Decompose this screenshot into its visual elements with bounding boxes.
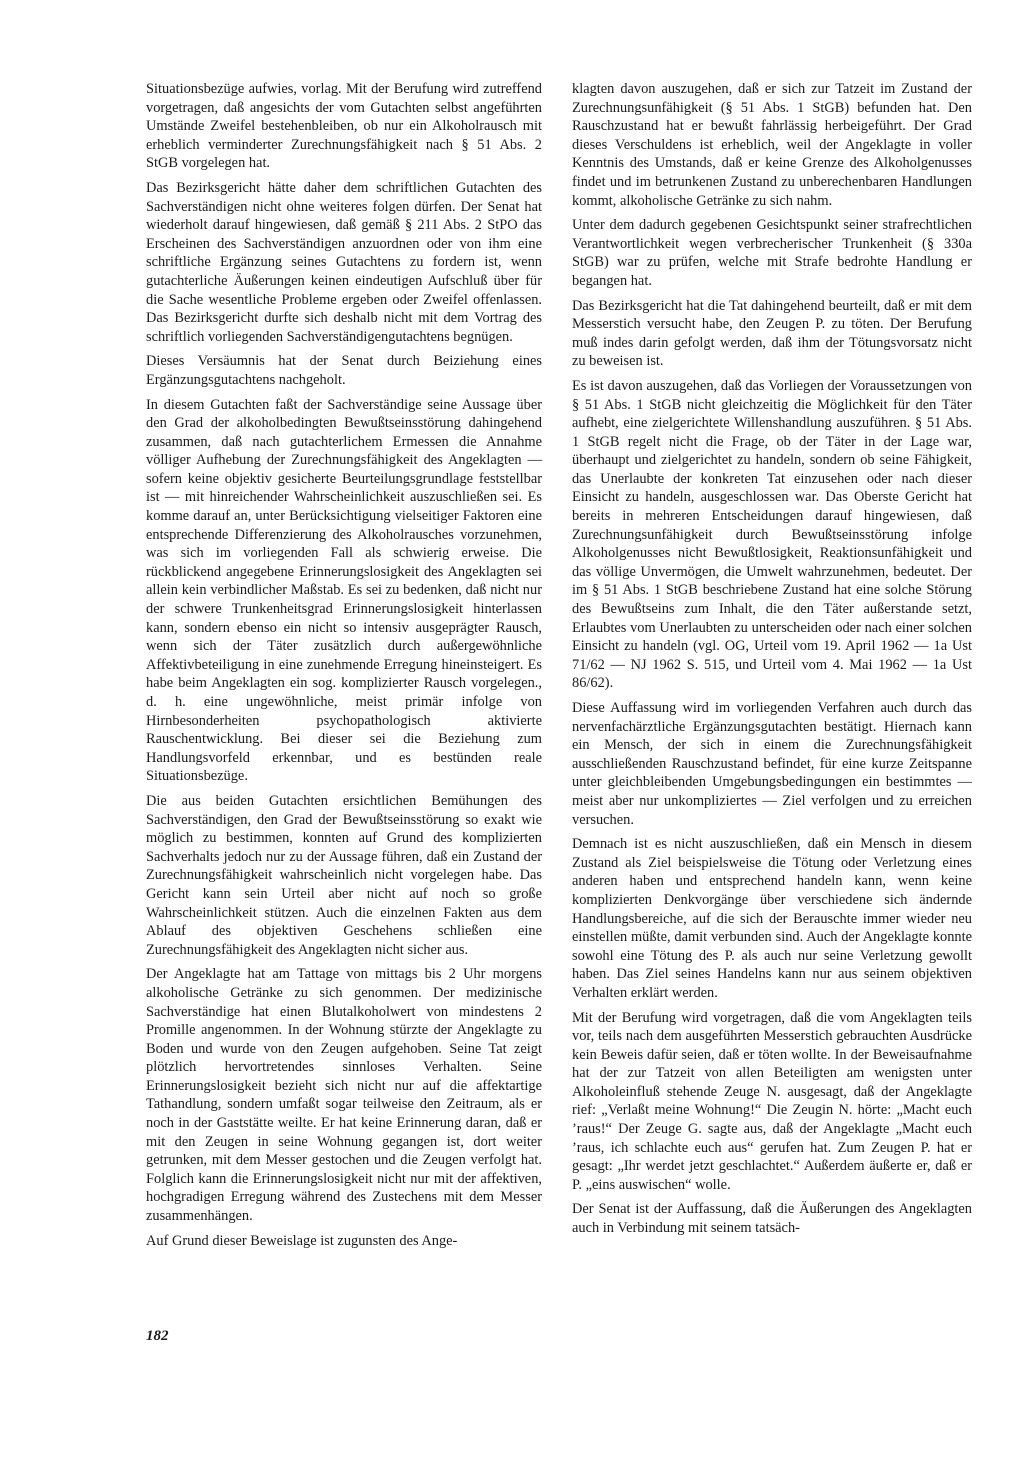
paragraph: In diesem Gutachten faßt der Sachverständige seine Aussage über den Grad der alkoholbedingten Bewußtseinsstörung dahingehend zusammen, daß nach gutachterlichem Ermessen die Annahme völliger Aufhebung der Zurechnungsfähigkeit des Angeklagten — sofern keine objektiv gesicherte Beurteilungsgrundlage feststellbar ist — mit hinreichender Wahrscheinlichkeit auszuschließen sei. Es komme darauf an, unter Berücksichtigung vielseitiger Faktoren eine entsprechende Differenzierung des Alkoholrausches vorzunehmen, was sich im vorliegenden Fall als schwierig erweise. Die rückblickend angegebene Erinnerungslosigkeit des Angeklagten sei allein kein verbindlicher Maßstab. Es sei zu bedenken, daß nicht nur der schwere Trunkenheitsgrad Erinnerungslosigkeit hinterlassen kann, sondern ebenso ein nicht so intensiv ausgeprägter Rausch, wenn sich der Täter zusätzlich durch außergewöhnliche Affektivbeteiligung in eine zunehmende Erregung hineinsteigert. Es habe beim Angeklagten ein sog. komplizierter Rausch vorgelegen., d. h. eine ungewöhnliche, meist primär infolge von Hirnbesonderheiten psychopathologisch aktivierte Rauschentwicklung. Bei dieser sei die Beziehung zum Handlungsvorfeld erkennbar, und es bestünden reale Situationsbezüge. [146, 396, 542, 785]
paragraph: Mit der Berufung wird vorgetragen, daß die vom Angeklagten teils vor, teils nach dem ausgeführten Messerstich gebrauchten Ausdrücke kein Beweis dafür seien, daß er töten wollte. In der Beweisaufnahme hat der zur Tatzeit von allen Beteiligten am wenigsten unter Alkoholeinfluß stehende Zeuge N. ausgesagt, daß der Angeklagte rief: „Verlaßt meine Wohnung!“ Die Zeugin N. hörte: „Macht euch ’raus!“ Der Zeuge G. sagte aus, daß der Angeklagte „Macht euch ’raus, ich schlachte euch aus“ gerufen hat. Zum Zeugen P. hat er gesagt: „Ihr werdet jetzt geschlachtet.“ Außerdem äußerte er, daß er P. „eins auswischen“ wolle. [572, 1009, 972, 1193]
right-text-column [572, 80, 972, 1244]
left-text-column [146, 80, 542, 1256]
paragraph: Unter dem dadurch gegebenen Gesichtspunkt seiner strafrechtlichen Verantwortlichkeit wegen verbrecherischer Trunkenheit (§ 330a StGB) war zu prüfen, welche mit Strafe bedrohte Handlung er begangen hat. [572, 217, 972, 289]
paragraph: Demnach ist es nicht auszuschließen, daß ein Mensch in diesem Zustand als Ziel beispielsweise die Tötung oder Verletzung eines anderen haben und entsprechend handeln kann, wenn keine komplizierten Denkvorgänge über verschiedene sich ändernde Handlungsbereiche, auf die sich der Berauschte immer wieder neu einstellen müßte, damit verbunden sind. Auch der Angeklagte konnte sowohl eine Tötung des P. als auch nur seine Verletzung gewollt haben. Das Ziel seines Handelns kann nur aus seinem objektiven Verhalten erklärt werden. [572, 836, 972, 1001]
paragraph: Dieses Versäumnis hat der Senat durch Beiziehung eines Ergänzungsgutachtens nachgeholt. [146, 353, 542, 388]
paragraph: Das Bezirksgericht hat die Tat dahingehend beurteilt, daß er mit dem Messerstich versucht habe, den Zeugen P. zu töten. Der Berufung muß indes darin gefolgt werden, daß ihm der Tötungsvorsatz nicht zu beweisen ist. [572, 297, 972, 370]
paragraph: Auf Grund dieser Beweislage ist zugunsten des Ange- [146, 1232, 458, 1249]
paragraph: Situationsbezüge aufwies, vorlag. Mit der Berufung wird zutreffend vorgetragen, daß angesichts der vom Gutachten selbst angeführten Umstände Zweifel bestehenbleiben, ob nur ein Alkoholrausch mit erheblich verminderter Zurechnungsfähigkeit nach § 51 Abs. 2 StGB vorgelegen hat. [146, 81, 542, 172]
paragraph: Der Senat ist der Auffassung, daß die Äußerungen des Angeklagten auch in Verbindung mit seinem tatsäch- [572, 1201, 972, 1237]
page-number: 182 [146, 1328, 169, 1344]
paragraph: Es ist davon auszugehen, daß das Vorliegen der Voraussetzungen von § 51 Abs. 1 StGB nicht gleichzeitig die Möglichkeit für den Täter aufhebt, eine zielgerichtete Willenshandlung auszuführen. § 51 Abs. 1 StGB regelt nicht die Frage, ob der Täter in der Lage war, überhaupt und zielgerichtet zu handeln, sondern ob seine Fähigkeit, das Unerlaubte der konkreten Tat einzusehen oder nach dieser Einsicht zu handeln, ausgeschlossen war. Das Oberste Gericht hat bereits in mehreren Entscheidungen darauf hingewiesen, daß Zurechnungsunfähigkeit durch Bewußtseinsstörung infolge Alkoholgenusses nicht Bewußtlosigkeit, Reaktionsunfähigkeit und das völlige Unvermögen, die Umwelt wahrzunehmen, bedeutet. Der im § 51 Abs. 1 StGB beschriebene Zustand hat eine solche Störung des Bewußtseins zum Inhalt, die den Täter außerstande setzt, Erlaubtes vom Unerlaubten zu unterscheiden oder nach einer solchen Einsicht zu handeln (vgl. OG, Urteil vom 19. April 1962 — 1a Ust 71/62 — NJ 1962 S. 515, und Urteil vom 4. Mai 1962 — 1a Ust 86/62). [572, 377, 972, 692]
paragraph: Das Bezirksgericht hätte daher dem schriftlichen Gutachten des Sachverständigen nicht ohne weiteres folgen dürfen. Der Senat hat wiederholt darauf hingewiesen, daß gemäß § 211 Abs. 2 StPO das Erscheinen des Sachverständigen anzuordnen oder von ihm eine schriftliche Ergänzung seines Gutachtens zu fordern ist, wenn gutachterliche Äußerungen keinen eindeutigen Aufschluß über für die Sache wesentliche Probleme ergeben oder Zweifel offenlassen. Das Bezirksgericht durfte sich deshalb nicht mit dem Vortrag des schriftlich vorliegenden Sachverständigengutachtens begnügen. [146, 179, 542, 345]
paragraph: klagten davon auszugehen, daß er sich zur Tatzeit im Zustand der Zurechnungsunfähigkeit (§ 51 Abs. 1 StGB) befunden hat. Den Rauschzustand hat er bewußt fahrlässig herbeigeführt. Der Grad dieses Verschuldens ist erheblich, weil der Angeklagte in voller Kenntnis des Umstands, daß er keine Grenze des Alkoholgenusses findet und im betrunkenen Zustand zu unberechenbaren Handlungen kommt, alkoholische Getränke zu sich nahm. [572, 81, 972, 209]
paragraph: Diese Auffassung wird im vorliegenden Verfahren auch durch das nervenfachärztliche Ergänzungsgutachten bestätigt. Hiernach kann ein Mensch, der sich in einem die Zurechnungsfähigkeit ausschließenden Rauschzustand befindet, für eine kurze Zeitspanne unter gleichbleibenden Umgebungsbedingungen ein bestimmtes — meist aber nur unkompliziertes — Ziel verfolgen und zu erreichen versuchen. [572, 700, 972, 828]
paragraph: Die aus beiden Gutachten ersichtlichen Bemühungen des Sachverständigen, den Grad der Bewußtseinsstörung so exakt wie möglich zu bestimmen, konnten auf Grund des komplizierten Sachverhalts jedoch nur zu der Aussage führen, daß ein Zustand der Zurechnungsfähigkeit wahrscheinlich nicht vorgelegen habe. Das Gericht kann sein Urteil aber nicht auf noch so große Wahrscheinlichkeit stützen. Auch die einzelnen Fakten aus dem Ablauf des objektiven Geschehens schließen eine Zurechnungsfähigkeit des Angeklagten nicht sicher aus. [146, 792, 542, 958]
paragraph: Der Angeklagte hat am Tattage von mittags bis 2 Uhr morgens alkoholische Getränke zu sich genommen. Der medizinische Sachverständige hat einen Blutalkoholwert von mindestens 2 Promille angenommen. In der Wohnung stürzte der Angeklagte zu Boden und wurde von den Zeugen aufgehoben. Seine Tat zeigt plötzlich hervortretendes sinnloses Verhalten. Seine Erinnerungslosigkeit bezieht sich nicht nur auf die affektartige Tathandlung, sondern umfaßt sogar teilweise den Zeitraum, als er noch in der Gaststätte weilte. Er hat keine Erinnerung daran, daß er mit den Zeugen in seine Wohnung gegangen ist, dort weiter getrunken, mit dem Messer gestochen und die Zeugen verfolgt hat. Folglich kann die Erinnerungslosigkeit nicht nur mit der affektiven, hochgradigen Erregung während des Zustechens mit dem Messer zusammenhängen. [146, 966, 542, 1225]
